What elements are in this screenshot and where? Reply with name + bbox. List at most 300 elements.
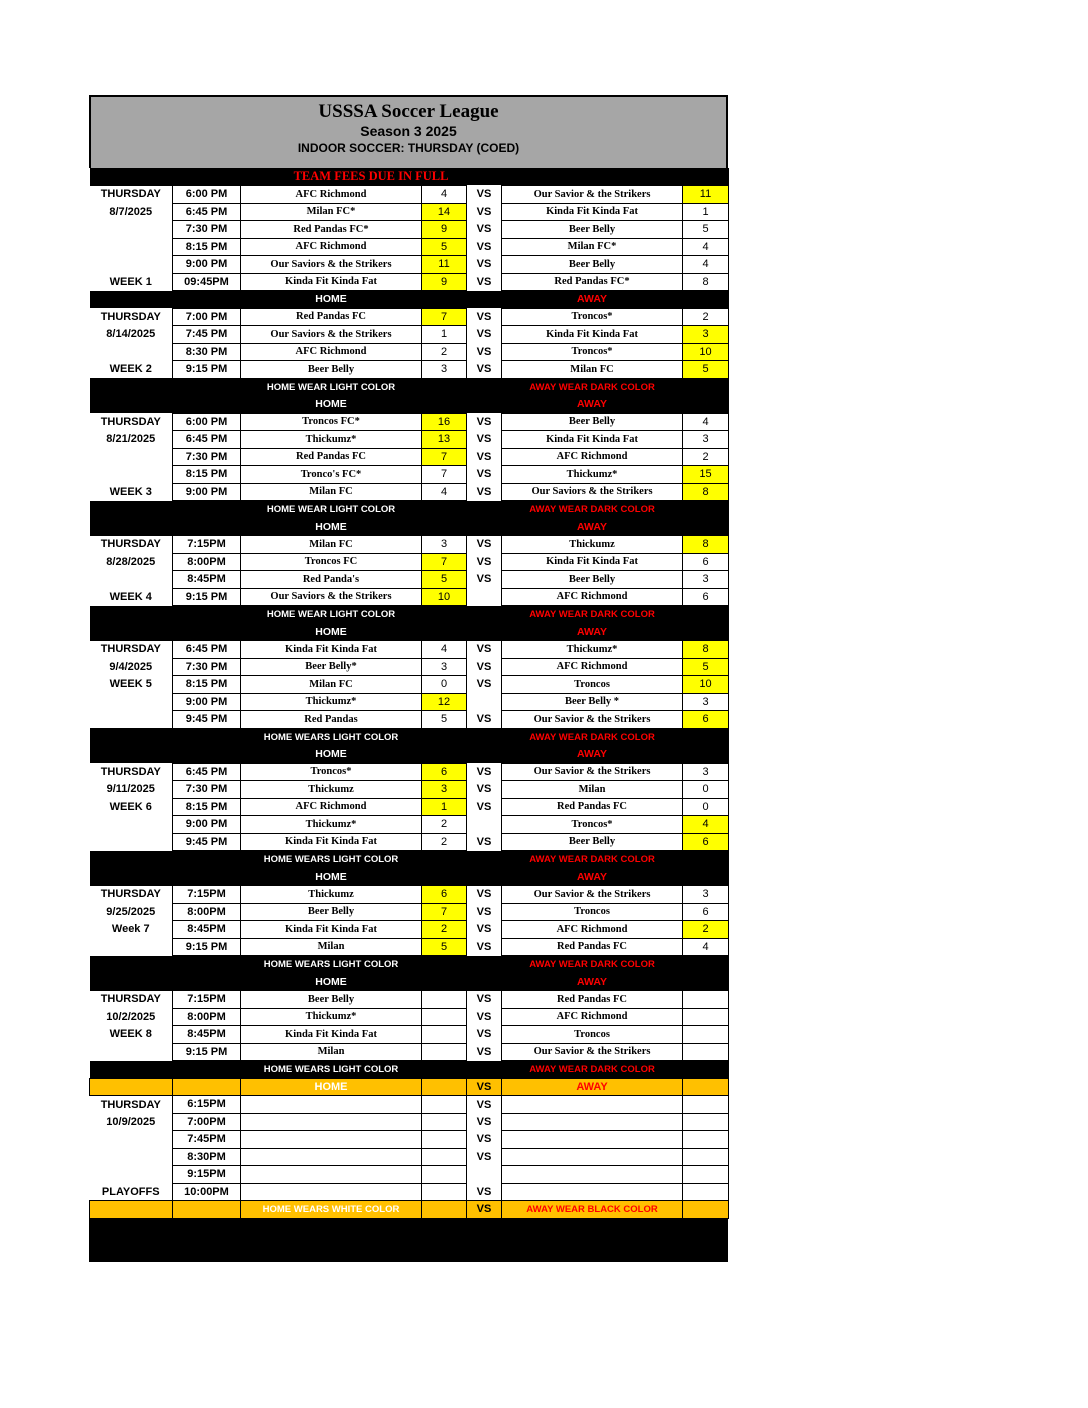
banner-blank (90, 168, 173, 186)
away-team: AFC Richmond (502, 1008, 683, 1026)
day-label: THURSDAY (100, 765, 161, 778)
banner-blank (422, 746, 467, 764)
away-score: 0 (683, 781, 729, 799)
schedule-sheet (89, 95, 728, 1262)
away-score: 4 (683, 256, 729, 274)
banner-blank (90, 623, 173, 641)
away-team: Beer Belly (502, 221, 683, 239)
game-time: 8:15 PM (173, 798, 241, 816)
vs-label: VS (476, 433, 492, 446)
league-subtitle: INDOOR SOCCER: THURSDAY (COED) (297, 141, 520, 155)
day-cell-blank (90, 1131, 173, 1149)
vs-label: VS (476, 643, 492, 656)
banner-blank (422, 973, 467, 991)
away-team: Milan FC* (502, 238, 683, 256)
game-time: 9:15PM (173, 1166, 241, 1184)
week-label: Week 7 (111, 923, 150, 936)
game-time: 9:00 PM (173, 256, 241, 274)
game-time: 8:45PM (173, 921, 241, 939)
away-team: Our Saviors & the Strikers (502, 483, 683, 501)
banner-blank (173, 1061, 241, 1079)
day-cell-blank (90, 221, 173, 239)
home-wear-note: HOME WEARS LIGHT COLOR (241, 728, 422, 746)
vs-label: VS (476, 1150, 492, 1163)
banner-blank (683, 956, 729, 974)
game-row (90, 1166, 729, 1184)
away-wear-note: AWAY WEAR DARK COLOR (502, 728, 683, 746)
away-team: Thickumz (502, 536, 683, 554)
banner-row (90, 168, 729, 186)
home-team (241, 1131, 422, 1149)
game-time: 9:00 PM (173, 693, 241, 711)
home-team: Beer Belly (241, 903, 422, 921)
banner-blank (173, 606, 241, 624)
day-label: THURSDAY (100, 415, 161, 428)
week-label: PLAYOFFS (101, 1185, 160, 1198)
game-time: 9:15 PM (173, 588, 241, 606)
home-team (241, 1166, 422, 1184)
away-score: 5 (683, 221, 729, 239)
home-team: AFC Richmond (241, 798, 422, 816)
vs-label: VS (476, 240, 492, 253)
home-wear-note: HOME WEARS WHITE COLOR (241, 1201, 422, 1219)
away-score: 3 (683, 326, 729, 344)
banner-blank (467, 851, 502, 869)
game-row (90, 798, 729, 816)
home-score (422, 1131, 467, 1149)
home-team: Beer Belly* (241, 658, 422, 676)
home-score: 3 (422, 361, 467, 379)
day-cell-blank (90, 711, 173, 729)
week-label: WEEK 8 (109, 1028, 152, 1041)
banner-blank (683, 501, 729, 519)
banner-blank (173, 501, 241, 519)
away-score: 4 (683, 938, 729, 956)
away-score: 10 (683, 676, 729, 694)
home-wear-note: HOME WEARS LIGHT COLOR (241, 956, 422, 974)
game-row (90, 273, 729, 291)
season-label: Season 3 2025 (360, 123, 457, 139)
game-row (90, 588, 729, 606)
game-time: 6:15PM (173, 1096, 241, 1114)
banner-blank (173, 973, 241, 991)
vs-label: VS (476, 1098, 492, 1111)
home-score: 1 (422, 326, 467, 344)
game-time: 8:45PM (173, 571, 241, 589)
away-team: Red Pandas FC* (502, 273, 683, 291)
banner-blank (467, 973, 502, 991)
vs-label (467, 1166, 502, 1184)
game-time: 6:00 PM (173, 413, 241, 431)
game-row (90, 413, 729, 431)
game-time: 6:45 PM (173, 431, 241, 449)
away-team: Kinda Fit Kinda Fat (502, 553, 683, 571)
away-score: 15 (683, 466, 729, 484)
banner-blank (173, 168, 241, 186)
banner-blank (422, 606, 467, 624)
day-cell-blank (90, 571, 173, 589)
banner-blank (173, 868, 241, 886)
vs-label: VS (476, 468, 492, 481)
away-team: Beer Belly (502, 256, 683, 274)
away-score (683, 1096, 729, 1114)
game-time: 6:45 PM (173, 641, 241, 659)
banner-blank (173, 396, 241, 414)
day-label: THURSDAY (100, 888, 161, 901)
away-team: AFC Richmond (502, 658, 683, 676)
game-time: 6:00 PM (173, 186, 241, 204)
away-score: 0 (683, 798, 729, 816)
home-score: 12 (422, 693, 467, 711)
home-team: AFC Richmond (241, 238, 422, 256)
banner-blank (467, 1061, 502, 1079)
away-team: Troncos* (502, 816, 683, 834)
home-team: Red Pandas (241, 711, 422, 729)
home-team (241, 1096, 422, 1114)
vs-label: VS (476, 783, 492, 796)
day-label: THURSDAY (100, 188, 161, 201)
away-score (683, 1043, 729, 1061)
game-row (90, 536, 729, 554)
home-team: Thickumz (241, 781, 422, 799)
banner-blank (422, 956, 467, 974)
day-cell-blank (90, 1043, 173, 1061)
away-score: 6 (683, 553, 729, 571)
home-team (241, 1183, 422, 1201)
day-cell-blank (90, 938, 173, 956)
home-score: 0 (422, 676, 467, 694)
home-team: Milan FC (241, 483, 422, 501)
home-team: Our Saviors & the Strikers (241, 588, 422, 606)
away-team: Milan FC (502, 361, 683, 379)
vs-label (467, 693, 502, 711)
away-score: 2 (683, 921, 729, 939)
banner-blank (173, 291, 241, 309)
banner-blank (422, 396, 467, 414)
vs-label: VS (476, 223, 492, 236)
home-score: 7 (422, 903, 467, 921)
game-row (90, 1183, 729, 1201)
vs-label: VS (476, 765, 492, 778)
game-time: 7:30 PM (173, 221, 241, 239)
home-label: HOME (241, 396, 422, 414)
away-team: Kinda Fit Kinda Fat (502, 203, 683, 221)
away-wear-note: AWAY WEAR DARK COLOR (502, 1061, 683, 1079)
banner-blank (467, 291, 502, 309)
home-team: Thickumz* (241, 816, 422, 834)
home-score: 7 (422, 553, 467, 571)
away-score: 6 (683, 588, 729, 606)
away-label: AWAY (502, 1078, 683, 1096)
home-score: 2 (422, 816, 467, 834)
home-team (241, 1148, 422, 1166)
game-row (90, 1148, 729, 1166)
banner-blank (90, 518, 173, 536)
away-score (683, 1026, 729, 1044)
away-score: 3 (683, 763, 729, 781)
vs-label: VS (476, 555, 492, 568)
away-team: Red Pandas FC (502, 991, 683, 1009)
banner-blank (502, 168, 683, 186)
home-score: 2 (422, 833, 467, 851)
banner-blank (422, 851, 467, 869)
banner-row (90, 518, 729, 536)
banner-blank (422, 1061, 467, 1079)
home-team: Milan (241, 938, 422, 956)
game-time: 9:15 PM (173, 361, 241, 379)
game-time: 8:00PM (173, 1008, 241, 1026)
home-score (422, 1008, 467, 1026)
home-team: Troncos FC* (241, 413, 422, 431)
date-label: 8/28/2025 (106, 555, 156, 568)
game-time: 8:45PM (173, 1026, 241, 1044)
away-team: AFC Richmond (502, 448, 683, 466)
banner-row (90, 606, 729, 624)
away-label: AWAY (502, 973, 683, 991)
game-row (90, 1043, 729, 1061)
home-score: 7 (422, 448, 467, 466)
away-wear-note: AWAY WEAR DARK COLOR (502, 378, 683, 396)
vs-label: VS (476, 800, 492, 813)
away-team: Our Savior & the Strikers (502, 763, 683, 781)
home-team: Beer Belly (241, 361, 422, 379)
game-time: 9:45 PM (173, 711, 241, 729)
banner-blank (90, 956, 173, 974)
game-time: 6:45 PM (173, 763, 241, 781)
home-score: 3 (422, 658, 467, 676)
game-row (90, 326, 729, 344)
home-team: Thickumz* (241, 431, 422, 449)
home-team: Milan FC (241, 676, 422, 694)
playoff-banner-row (90, 1078, 729, 1096)
away-score (683, 1113, 729, 1131)
banner-row (90, 1061, 729, 1079)
game-time: 8:00PM (173, 553, 241, 571)
away-score: 10 (683, 343, 729, 361)
date-label: 10/2/2025 (106, 1010, 156, 1023)
home-team: AFC Richmond (241, 343, 422, 361)
vs-label: VS (476, 188, 492, 201)
league-header (89, 95, 728, 168)
game-time: 9:45 PM (173, 833, 241, 851)
banner-blank (90, 728, 173, 746)
home-score: 4 (422, 186, 467, 204)
game-row (90, 186, 729, 204)
game-row (90, 238, 729, 256)
away-label: AWAY (502, 518, 683, 536)
home-wear-note: HOME WEAR LIGHT COLOR (241, 378, 422, 396)
home-wear-note: HOME WEARS LIGHT COLOR (241, 851, 422, 869)
home-score: 14 (422, 203, 467, 221)
game-row (90, 641, 729, 659)
banner-blank (173, 851, 241, 869)
banner-blank (683, 623, 729, 641)
banner-blank (422, 728, 467, 746)
banner-blank (467, 623, 502, 641)
home-team: Our Saviors & the Strikers (241, 326, 422, 344)
away-label: AWAY (502, 868, 683, 886)
banner-row (90, 623, 729, 641)
banner-blank (683, 518, 729, 536)
game-row (90, 693, 729, 711)
away-team: Troncos (502, 903, 683, 921)
day-cell-blank (90, 833, 173, 851)
away-score: 1 (683, 203, 729, 221)
vs-label: VS (476, 310, 492, 323)
game-row (90, 921, 729, 939)
banner-blank (683, 606, 729, 624)
away-team: Our Savior & the Strikers (502, 711, 683, 729)
day-label: THURSDAY (100, 538, 161, 551)
game-row (90, 431, 729, 449)
home-score: 6 (422, 886, 467, 904)
home-score: 11 (422, 256, 467, 274)
vs-label: VS (476, 1185, 492, 1198)
game-time: 7:30 PM (173, 781, 241, 799)
away-score (683, 1148, 729, 1166)
banner-blank (467, 606, 502, 624)
day-cell-blank (90, 1166, 173, 1184)
away-label: AWAY (502, 291, 683, 309)
banner-blank (90, 1078, 173, 1096)
game-row (90, 448, 729, 466)
game-time: 8:30 PM (173, 343, 241, 361)
game-row (90, 991, 729, 1009)
home-score: 2 (422, 343, 467, 361)
game-row (90, 1131, 729, 1149)
banner-blank (90, 973, 173, 991)
date-label: 8/21/2025 (106, 433, 156, 446)
away-label: AWAY (502, 746, 683, 764)
week-label: WEEK 3 (109, 485, 152, 498)
banner-blank (683, 746, 729, 764)
away-team: Troncos (502, 1026, 683, 1044)
banner-blank (422, 623, 467, 641)
game-row (90, 833, 729, 851)
game-row (90, 553, 729, 571)
home-score (422, 991, 467, 1009)
home-score (422, 1026, 467, 1044)
home-label: HOME (241, 746, 422, 764)
home-score: 2 (422, 921, 467, 939)
game-time: 8:30PM (173, 1148, 241, 1166)
away-team (502, 1096, 683, 1114)
day-cell-blank (90, 448, 173, 466)
game-row (90, 203, 729, 221)
banner-blank (173, 378, 241, 396)
away-score (683, 991, 729, 1009)
away-team: Red Pandas FC (502, 938, 683, 956)
vs-label: VS (476, 1045, 492, 1058)
game-row (90, 816, 729, 834)
home-score: 5 (422, 571, 467, 589)
banner-row (90, 973, 729, 991)
banner-row (90, 378, 729, 396)
vs-label (467, 816, 502, 834)
away-team: Beer Belly * (502, 693, 683, 711)
banner-blank (467, 396, 502, 414)
home-team: Beer Belly (241, 991, 422, 1009)
day-cell-blank (90, 256, 173, 274)
home-team (241, 1113, 422, 1131)
fees-due-banner: TEAM FEES DUE IN FULL (241, 168, 502, 186)
vs-label: VS (476, 1115, 492, 1128)
home-team: Milan (241, 1043, 422, 1061)
vs-label: VS (476, 993, 492, 1006)
home-team: Milan FC* (241, 203, 422, 221)
away-score (683, 1131, 729, 1149)
banner-blank (683, 291, 729, 309)
game-time: 9:15 PM (173, 1043, 241, 1061)
week-label: WEEK 4 (109, 590, 152, 603)
banner-blank (422, 501, 467, 519)
vs-label: VS (476, 713, 492, 726)
banner-blank (683, 1201, 729, 1219)
week-label: WEEK 2 (109, 363, 152, 376)
banner-blank (467, 868, 502, 886)
banner-blank (173, 746, 241, 764)
game-time: 9:15 PM (173, 938, 241, 956)
day-cell-blank (90, 343, 173, 361)
vs-label: VS (476, 538, 492, 551)
game-row (90, 763, 729, 781)
vs-label: VS (476, 923, 492, 936)
away-team: Thickumz* (502, 641, 683, 659)
game-time: 9:00 PM (173, 816, 241, 834)
day-label: THURSDAY (100, 643, 161, 656)
home-score: 16 (422, 413, 467, 431)
home-team: Tronco's FC* (241, 466, 422, 484)
week-label: WEEK 1 (109, 275, 152, 288)
game-time: 7:30 PM (173, 448, 241, 466)
game-row (90, 308, 729, 326)
banner-row (90, 728, 729, 746)
home-team: Thickumz* (241, 693, 422, 711)
banner-blank (422, 378, 467, 396)
home-score (422, 1043, 467, 1061)
game-row (90, 343, 729, 361)
home-score: 7 (422, 308, 467, 326)
home-label: HOME (241, 623, 422, 641)
banner-blank (467, 956, 502, 974)
away-team: Red Pandas FC (502, 798, 683, 816)
game-row (90, 361, 729, 379)
banner-blank (467, 378, 502, 396)
away-team (502, 1148, 683, 1166)
week-label: WEEK 6 (109, 800, 152, 813)
day-label: THURSDAY (100, 1098, 161, 1111)
away-team (502, 1131, 683, 1149)
banner-blank (90, 851, 173, 869)
game-row (90, 711, 729, 729)
away-score: 4 (683, 413, 729, 431)
banner-blank (422, 1201, 467, 1219)
game-row (90, 938, 729, 956)
game-row (90, 781, 729, 799)
banner-blank (90, 746, 173, 764)
vs-label: VS (467, 1201, 502, 1219)
banner-blank (422, 291, 467, 309)
away-team: Troncos (502, 676, 683, 694)
vs-label: VS (476, 450, 492, 463)
day-label: THURSDAY (100, 993, 161, 1006)
date-label: 8/14/2025 (106, 328, 156, 341)
footer-bar (89, 1219, 728, 1262)
away-team: Milan (502, 781, 683, 799)
home-team: Red Pandas FC* (241, 221, 422, 239)
banner-blank (683, 378, 729, 396)
game-time: 8:15 PM (173, 466, 241, 484)
